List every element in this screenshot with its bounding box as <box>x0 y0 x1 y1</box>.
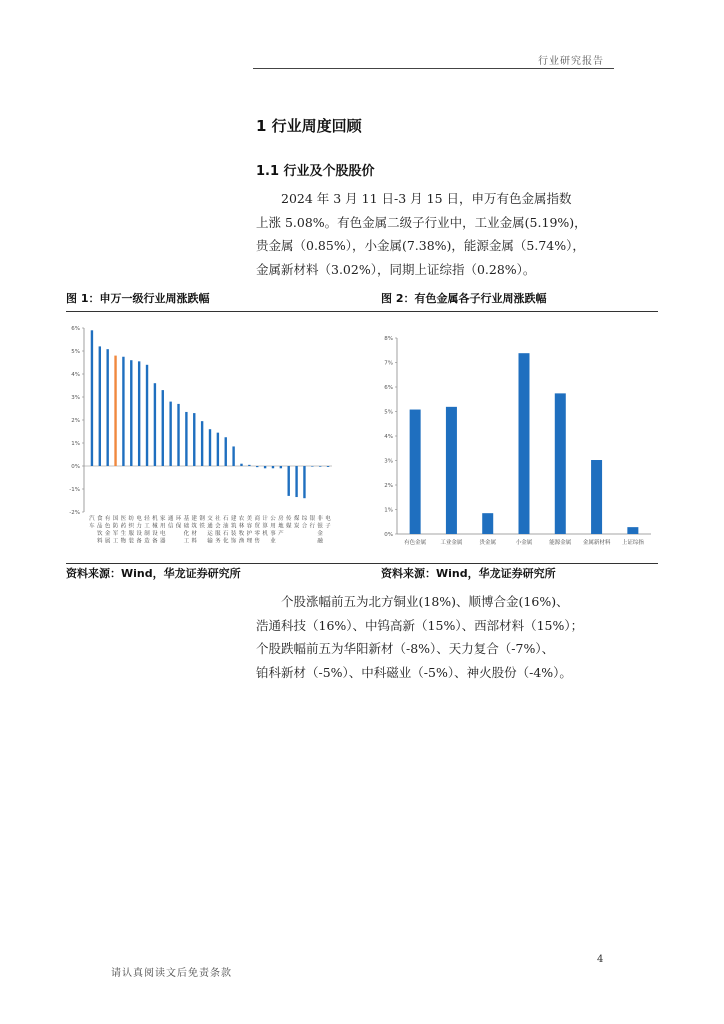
x-tick-label: 础 <box>183 523 190 530</box>
subindustry-bar <box>555 393 566 534</box>
industry-bar <box>122 357 124 466</box>
industry-bar <box>201 421 203 466</box>
x-tick-label: 算 <box>262 523 268 530</box>
x-tick-label: 医 <box>120 516 127 522</box>
x-tick-label: 设 <box>152 531 158 537</box>
x-tick-label: 输 <box>207 538 213 545</box>
stock-paragraph <box>256 590 616 684</box>
x-tick-label: 料 <box>191 538 198 545</box>
x-tick-label: 工 <box>183 538 190 545</box>
industry-bar <box>280 466 282 468</box>
industry-weekly-change-chart <box>60 318 360 558</box>
figure-top-rule <box>66 311 658 312</box>
x-tick-label: 传 <box>285 516 292 522</box>
x-tick-label: 石 <box>222 531 229 537</box>
x-tick-label: 售 <box>254 538 260 545</box>
x-tick-label: 石 <box>222 516 229 522</box>
x-tick-label: 银 <box>317 523 323 530</box>
x-tick-label: 交 <box>207 516 213 522</box>
x-tick-label: 牧 <box>238 531 245 537</box>
x-tick-label: 房 <box>278 516 284 522</box>
stock-line: 铂科新材（-5%）、中科磁业（-5%）、神火股份（-4%）。 <box>256 664 572 680</box>
industry-bar <box>99 346 101 466</box>
x-tick-label: 社 <box>215 516 221 522</box>
x-tick-label: 饰 <box>230 538 237 545</box>
industry-bar <box>327 466 329 467</box>
y-tick-label: 4% <box>71 372 80 378</box>
x-tick-label: 环 <box>175 516 182 522</box>
industry-bar <box>177 404 179 466</box>
industry-bar <box>130 360 132 466</box>
x-tick-label: 钢 <box>199 516 205 522</box>
y-tick-label: -1% <box>69 487 80 493</box>
x-tick-label: 会 <box>215 523 221 530</box>
subindustry-bar <box>410 410 421 534</box>
x-tick-label: 事 <box>270 531 276 537</box>
industry-bar <box>106 349 108 466</box>
industry-bar <box>114 356 116 466</box>
x-tick-label: 军 <box>112 531 119 537</box>
report-header: 行业研究报告 <box>538 56 604 67</box>
industry-bar <box>138 361 140 466</box>
x-tick-label: 保 <box>175 523 182 530</box>
x-tick-label: 美 <box>246 516 253 522</box>
x-tick-label: 纺 <box>128 516 135 522</box>
subindustry-bar <box>446 407 457 534</box>
x-tick-label: 行 <box>309 523 316 530</box>
industry-bar <box>264 466 266 468</box>
y-tick-label: 0% <box>71 464 80 470</box>
stock-line: 个股跌幅前五为华阳新材（-8%）、天力复合（-7%）、 <box>256 641 555 656</box>
x-tick-label: 食 <box>97 516 103 522</box>
x-tick-label: 非 <box>317 516 323 522</box>
industry-bar <box>185 412 187 466</box>
y-tick-label: 5% <box>71 349 80 355</box>
x-tick-label: 料 <box>97 538 103 545</box>
x-tick-label: 商 <box>254 516 260 522</box>
x-tick-label: 炭 <box>293 523 300 530</box>
subindustry-bar <box>519 353 530 534</box>
x-tick-label: 属 <box>104 538 111 545</box>
x-tick-label: 机 <box>262 531 268 537</box>
x-tick-label: 媒 <box>285 523 292 530</box>
x-tick-label: 贵金属 <box>479 540 496 546</box>
x-tick-label: 油 <box>222 523 229 530</box>
industry-bar <box>91 330 93 466</box>
summary-line: 贵金属（0.85%），小金属(7.38%)，能源金属（5.74%）， <box>256 238 585 253</box>
x-tick-label: 通 <box>167 516 174 522</box>
x-tick-label: 力 <box>136 523 142 530</box>
x-tick-label: 物 <box>120 538 127 545</box>
x-tick-label: 织 <box>128 523 135 530</box>
industry-bar <box>256 466 258 467</box>
subsection-heading: 1.1 行业及个股股价 <box>256 164 375 179</box>
x-tick-label: 饮 <box>97 531 103 537</box>
figure1-source: 资料来源：Wind，华龙证券研究所 <box>66 567 241 580</box>
x-tick-label: 小金属 <box>515 540 533 546</box>
x-tick-label: 金属新材料 <box>582 540 611 546</box>
y-tick-label: 0% <box>384 532 393 538</box>
y-tick-label: 1% <box>384 507 393 514</box>
header-divider <box>253 68 614 69</box>
x-tick-label: 基 <box>183 516 190 522</box>
summary-paragraph <box>256 187 616 281</box>
x-tick-label: 工 <box>144 523 150 530</box>
y-tick-label: 3% <box>71 395 80 401</box>
stock-line: 浩通科技（16%）、中钨高新（15%）、西部材料（15%）； <box>256 617 584 633</box>
x-tick-label: 制 <box>144 531 150 537</box>
y-tick-label: 4% <box>384 434 393 440</box>
x-tick-label: 零 <box>254 531 260 537</box>
x-tick-label: 建 <box>230 516 237 522</box>
x-tick-label: 上证综指 <box>621 540 644 546</box>
x-tick-label: 器 <box>160 538 166 545</box>
x-tick-label: 农 <box>238 516 245 522</box>
x-tick-label: 用 <box>270 523 276 530</box>
x-tick-label: 家 <box>160 516 166 522</box>
x-tick-label: 贸 <box>254 523 260 530</box>
x-tick-label: 产 <box>278 531 284 537</box>
x-tick-label: 有色金属 <box>404 540 427 546</box>
x-tick-label: 筑 <box>191 523 198 530</box>
industry-bar <box>319 466 321 467</box>
disclaimer-footer: 请认真阅读文后免责条款 <box>111 968 232 979</box>
y-tick-label: -2% <box>69 510 80 516</box>
industry-bar <box>288 466 290 496</box>
y-tick-label: 2% <box>384 483 393 489</box>
x-tick-label: 综 <box>301 516 308 522</box>
x-tick-label: 备 <box>136 538 142 545</box>
y-tick-label: 3% <box>384 458 393 465</box>
y-tick-label: 1% <box>71 441 80 447</box>
x-tick-label: 汽 <box>89 516 95 522</box>
x-tick-label: 业 <box>270 538 276 545</box>
subindustry-weekly-change-chart <box>375 318 660 558</box>
x-tick-label: 理 <box>246 538 253 545</box>
x-tick-label: 筑 <box>230 523 237 530</box>
x-tick-label: 色 <box>104 523 111 530</box>
industry-bar <box>303 466 305 498</box>
industry-bar <box>209 429 211 466</box>
x-tick-label: 材 <box>191 531 198 537</box>
x-tick-label: 防 <box>112 523 119 530</box>
x-tick-label: 有 <box>104 516 111 522</box>
x-tick-label: 生 <box>120 531 127 537</box>
x-tick-label: 国 <box>112 516 119 522</box>
y-tick-label: 7% <box>384 360 393 367</box>
x-tick-label: 化 <box>222 538 229 545</box>
x-tick-label: 容 <box>246 523 253 530</box>
x-tick-label: 通 <box>207 523 213 530</box>
page-number: 4 <box>597 954 604 965</box>
industry-bar <box>232 446 234 466</box>
x-tick-label: 公 <box>270 516 276 522</box>
y-tick-label: 5% <box>384 409 393 416</box>
industry-bar <box>272 466 274 468</box>
x-tick-label: 品 <box>97 523 103 530</box>
industry-bar <box>248 465 250 466</box>
summary-line: 2024 年 3 月 11 日-3 月 15 日，申万有色金属指数 <box>281 191 572 206</box>
x-tick-label: 工业金属 <box>440 540 463 546</box>
x-tick-label: 信 <box>167 523 174 530</box>
y-tick-label: 8% <box>384 336 393 342</box>
summary-line: 上涨 5.08%。有色金属二级子行业中，工业金属(5.19%)， <box>256 214 587 230</box>
x-tick-label: 电 <box>160 531 166 537</box>
x-tick-label: 运 <box>207 531 213 537</box>
industry-bar <box>162 390 164 466</box>
x-tick-label: 子 <box>325 523 331 530</box>
x-tick-label: 能源金属 <box>549 540 572 546</box>
x-tick-label: 合 <box>301 523 308 530</box>
industry-bar <box>169 402 171 466</box>
x-tick-label: 机 <box>152 516 158 522</box>
industry-bar <box>154 383 156 466</box>
x-tick-label: 车 <box>89 523 95 530</box>
section-heading: 1 行业周度回顾 <box>256 117 362 135</box>
industry-bar <box>146 365 148 466</box>
x-tick-label: 金 <box>104 531 111 537</box>
x-tick-label: 电 <box>136 516 142 522</box>
industry-bar <box>311 466 313 467</box>
x-tick-label: 服 <box>215 531 221 537</box>
x-tick-label: 渔 <box>238 538 245 545</box>
figure2-source: 资料来源：Wind，华龙证券研究所 <box>381 567 556 580</box>
industry-bar <box>240 464 242 466</box>
subindustry-bar <box>591 460 602 534</box>
industry-bar <box>217 433 219 466</box>
x-tick-label: 服 <box>128 531 135 537</box>
x-tick-label: 造 <box>144 538 150 545</box>
x-tick-label: 铁 <box>199 523 205 530</box>
x-tick-label: 融 <box>317 538 323 545</box>
y-tick-label: 2% <box>71 418 80 424</box>
industry-bar <box>225 437 227 466</box>
x-tick-label: 轻 <box>144 516 150 522</box>
figure1-title: 图 1：申万一级行业周涨跌幅 <box>66 292 210 305</box>
stock-line: 个股涨幅前五为北方铜业(18%)、顺博合金(16%)、 <box>281 594 569 609</box>
x-tick-label: 械 <box>152 523 158 530</box>
y-tick-label: 6% <box>71 326 80 332</box>
x-tick-label: 备 <box>152 538 158 545</box>
y-tick-label: 6% <box>384 385 393 391</box>
x-tick-label: 装 <box>230 531 237 537</box>
x-tick-label: 设 <box>136 531 142 537</box>
industry-bar <box>295 466 297 497</box>
x-tick-label: 林 <box>238 523 245 530</box>
x-tick-label: 用 <box>160 523 166 530</box>
x-tick-label: 药 <box>120 523 127 530</box>
industry-bar <box>193 413 195 466</box>
figure2-title: 图 2：有色金属各子行业周涨跌幅 <box>381 292 547 305</box>
x-tick-label: 地 <box>278 523 284 530</box>
x-tick-label: 务 <box>215 538 221 545</box>
figure-bottom-rule <box>66 563 658 564</box>
subindustry-bar <box>482 513 493 534</box>
x-tick-label: 护 <box>246 531 253 537</box>
summary-line: 金属新材料（3.02%），同期上证综指（0.28%）。 <box>256 261 536 277</box>
x-tick-label: 建 <box>191 516 198 522</box>
x-tick-label: 工 <box>112 538 119 545</box>
x-tick-label: 金 <box>317 531 323 537</box>
subindustry-bar <box>627 527 638 534</box>
x-tick-label: 煤 <box>293 516 300 522</box>
x-tick-label: 电 <box>325 516 331 522</box>
x-tick-label: 银 <box>309 516 316 522</box>
x-tick-label: 装 <box>128 538 135 545</box>
x-tick-label: 计 <box>262 516 268 522</box>
x-tick-label: 化 <box>183 531 190 537</box>
